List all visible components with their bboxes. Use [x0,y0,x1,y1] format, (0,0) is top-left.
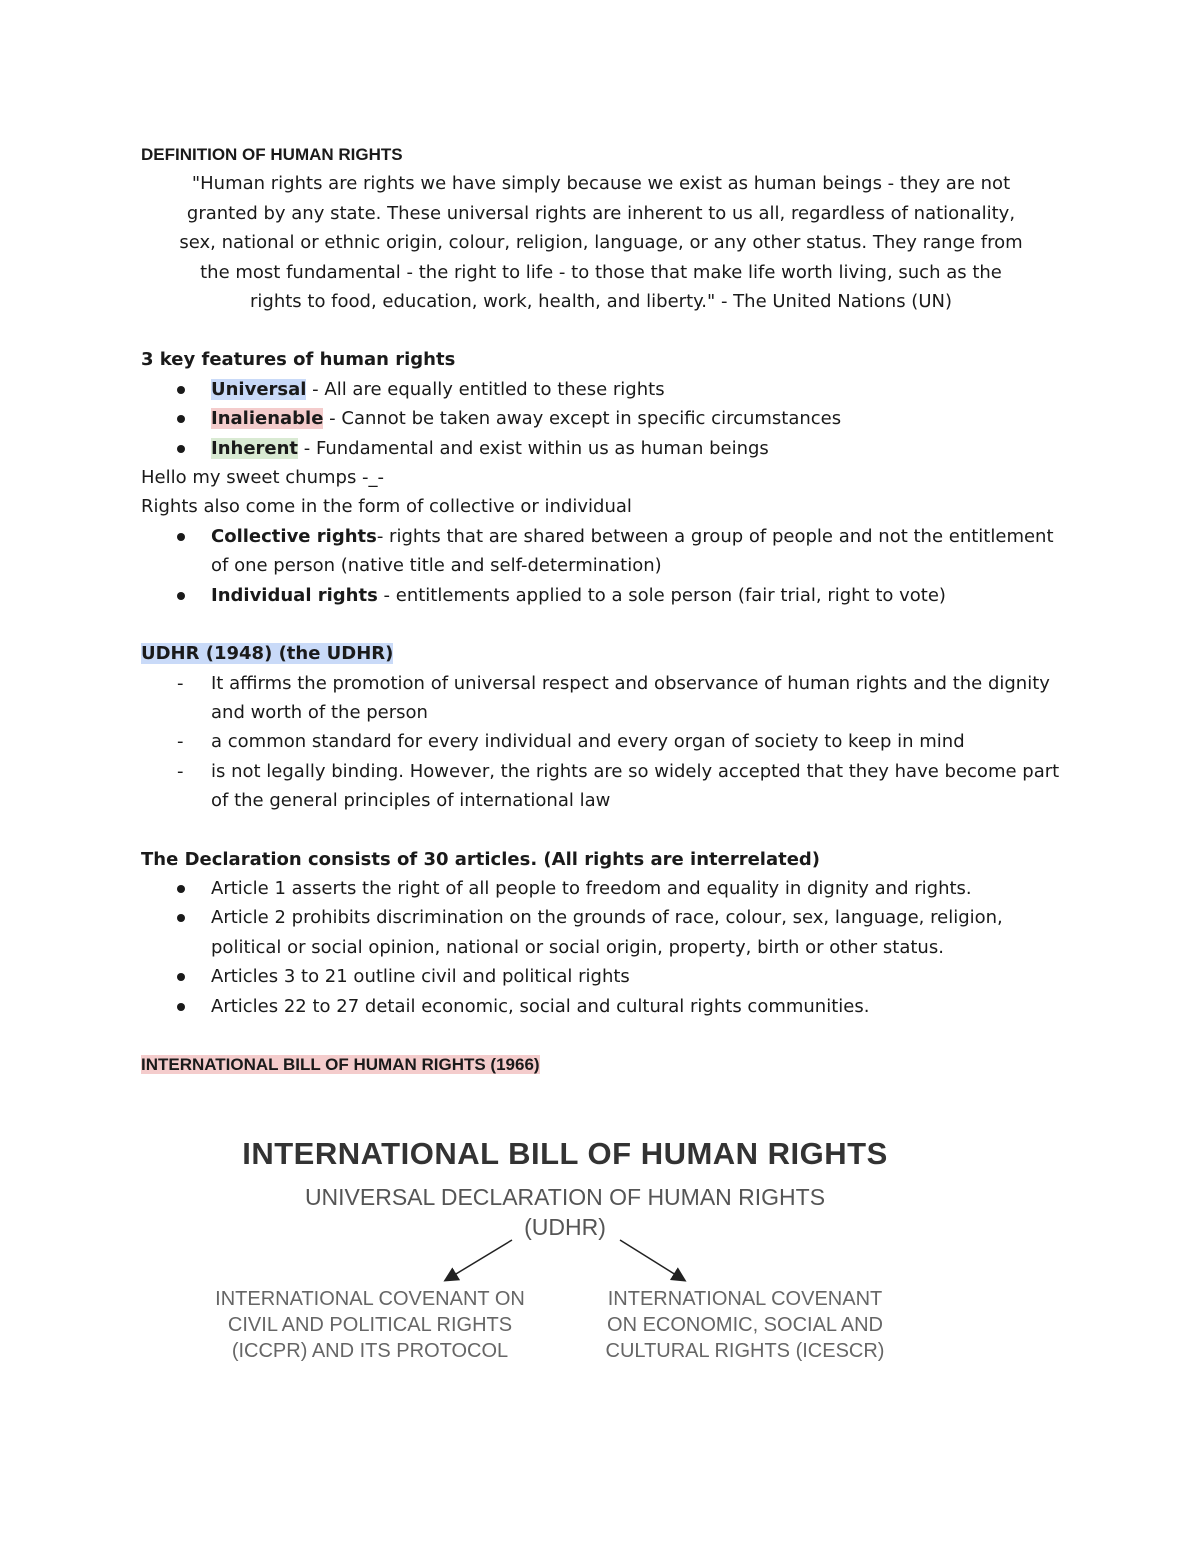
feature-term-universal: Universal [211,378,307,400]
list-item: Articles 3 to 21 outline civil and political rights [141,962,1061,991]
icescr-line: ON ECONOMIC, SOCIAL AND [607,1314,883,1336]
quote-line: granted by any state. These universal rights are inherent to us all, regardless of nationality, [186,202,1016,224]
iccpr-box [200,1286,540,1364]
list-item [141,404,1061,433]
declaration-heading: The Declaration consists of 30 articles. (All rights are interrelated) [141,848,821,870]
list-item: - is not legally binding. However, the rights are so widely accepted that they have become part of the general principles of international law [141,757,1061,816]
icescr-box [590,1286,900,1364]
un-quote [141,169,1061,316]
features-heading: 3 key features of human rights [141,349,456,371]
feature-text: - All are equally entitled to these rights [306,378,665,400]
udhr-heading [141,639,1061,668]
ibhr-diagram [180,1130,960,1380]
collective-list [141,522,1061,610]
collective-text: - rights that are shared between a group of people and not the entitlement of one person (native title and self-determination) [211,525,1054,577]
feature-text: - Cannot be taken away except in specific circumstances [323,408,842,430]
list-item [141,434,1061,463]
icescr-line: INTERNATIONAL COVENANT [607,1288,883,1310]
list-item: - a common standard for every individual and every organ of society to keep in mind [141,727,1061,756]
feature-term-inherent: Inherent [211,437,299,459]
individual-term: Individual rights [211,584,378,606]
arrow-right [620,1240,684,1280]
quote-line: sex, national or ethnic origin, colour, religion, language, or any other status. They range from [179,232,1023,254]
collective-term: Collective rights [211,525,377,547]
document-body [141,140,1061,1079]
individual-text: - entitlements applied to a sole person (fair trial, right to vote) [377,584,946,606]
feature-term-inalienable: Inalienable [211,408,324,430]
note-line: Hello my sweet chumps -_- [141,467,385,489]
ibhr-heading-text: INTERNATIONAL BILL OF HUMAN RIGHTS (1966) [141,1054,540,1074]
iccpr-line: (ICCPR) AND ITS PROTOCOL [231,1340,509,1362]
list-item: - It affirms the promotion of universal respect and observance of human rights and the dignity and worth of the person [141,669,1061,728]
udhr-heading-text: UDHR (1948) (the UDHR) [141,643,394,665]
diagram-subtitle-line: (UDHR) [524,1214,606,1240]
arrow-left [446,1240,512,1280]
ibhr-heading [141,1050,1061,1079]
list-item: Article 1 asserts the right of all people to freedom and equality in dignity and rights. [141,874,1061,903]
list-item: Articles 22 to 27 detail economic, social and cultural rights communities. [141,992,1061,1021]
icescr-line: CULTURAL RIGHTS (ICESCR) [605,1340,885,1362]
list-item [141,375,1061,404]
diagram-subtitle-line: UNIVERSAL DECLARATION OF HUMAN RIGHTS [304,1184,826,1210]
quote-line: rights to food, education, work, health, and liberty." - The United Nations (UN) [250,291,952,313]
quote-line: the most fundamental - the right to life - to those that make life worth living, such as the [200,261,1002,283]
definition-heading: DEFINITION OF HUMAN RIGHTS [141,145,403,164]
diagram-title: INTERNATIONAL BILL OF HUMAN RIGHTS [242,1136,888,1171]
list-item: Article 2 prohibits discrimination on the grounds of race, colour, sex, language, religion, political or social opinion, national or social origin, property, birth or other status. [141,903,1061,962]
iccpr-line: CIVIL AND POLITICAL RIGHTS [227,1314,513,1336]
features-list [141,375,1061,463]
list-item [141,581,1061,610]
iccpr-line: INTERNATIONAL COVENANT ON [215,1288,525,1310]
collective-intro: Rights also come in the form of collective or individual [141,496,632,518]
udhr-list [141,669,1061,816]
list-item [141,522,1061,581]
quote-line: "Human rights are rights we have simply because we exist as human beings - they are not [191,173,1011,195]
feature-text: - Fundamental and exist within us as human beings [298,437,769,459]
declaration-list [141,874,1061,1021]
